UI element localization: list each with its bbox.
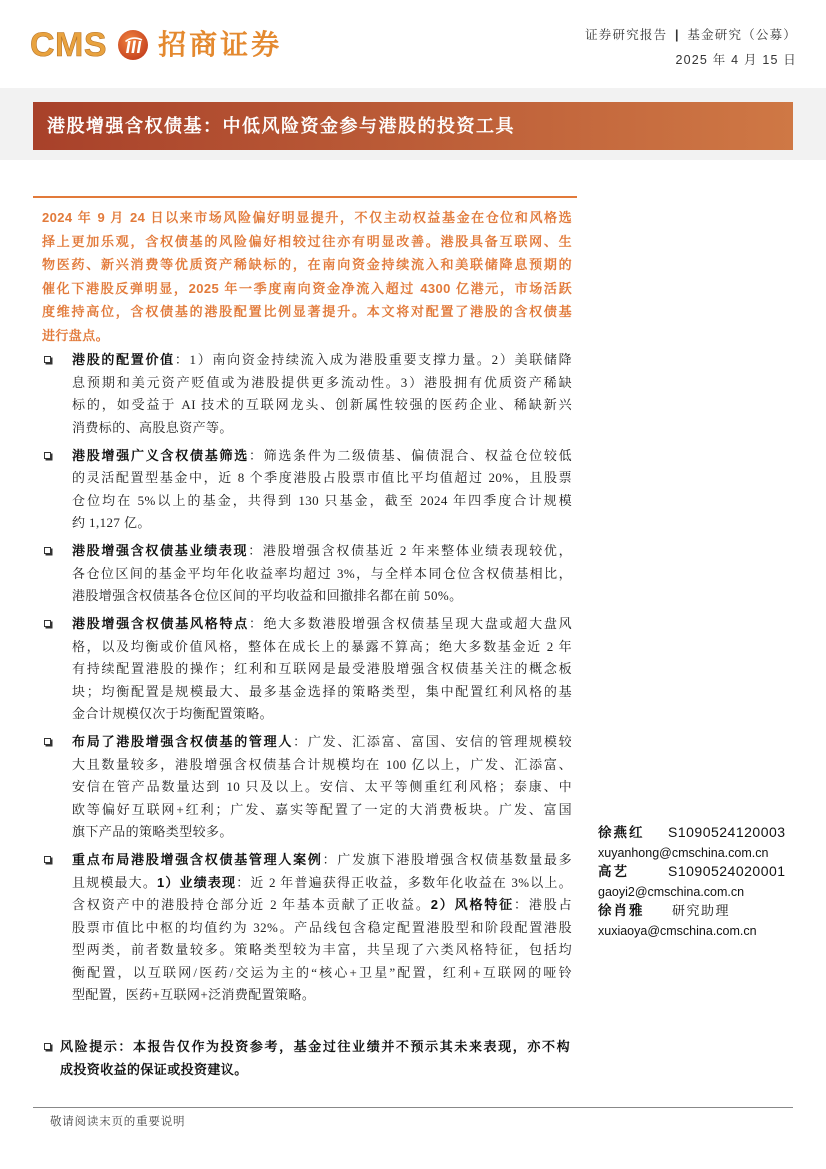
key-point-line — [72, 467, 572, 490]
bullet-square-icon — [44, 452, 51, 459]
summary-line: 度维持高位，含权债基的港股配置比例显著提升。本文将对配置了港股的含权债基 — [42, 304, 572, 319]
title-banner — [33, 102, 793, 150]
key-point-text: ：近 2 年普遍获得正收益，多数年化收益在 3%以上。 — [236, 874, 572, 890]
key-point-line — [72, 984, 572, 1007]
key-point-text: 衡配置，以互联网/医药/交运为主的“核心+卫星”配置，红利+互联网的哑铃 — [72, 964, 572, 980]
analyst-email: xuxiaoya@cmschina.com.cn — [598, 923, 757, 938]
key-point-text: 港股增强含权债基各仓位区间的平均收益和回撤排名都在前 50%。 — [72, 588, 463, 603]
analyst-list — [598, 823, 798, 941]
key-point-text: ：筛选条件为二级债基、偏债混合、权益仓位较低 — [248, 447, 572, 463]
analyst-email-row — [598, 882, 798, 902]
bullet-square-icon — [44, 620, 51, 627]
key-point-line — [72, 540, 572, 563]
bullet-square-icon — [44, 356, 51, 363]
key-point-line — [72, 849, 572, 872]
key-point-line — [72, 349, 572, 372]
key-point-label: 布局了港股增强含权债基的管理人 — [72, 734, 294, 749]
analyst-row — [598, 823, 798, 843]
key-point-text: 有持续配置港股的操作；红利和互联网是最受港股增强含权债基关注的概念板 — [72, 661, 572, 676]
key-point-line — [72, 917, 572, 940]
key-point-line — [72, 417, 572, 440]
key-point-line — [72, 681, 572, 704]
key-point-text: 各仓位区间的基金平均年化收益率均超过 3%，与全样本同仓位含权债基相比， — [72, 565, 572, 581]
key-point-line — [72, 636, 572, 659]
logo-latin-text: CMS — [30, 26, 108, 64]
footer-note: 敬请阅读末页的重要说明 — [50, 1116, 186, 1128]
analyst-cert-number: S1090524020001 — [668, 863, 786, 880]
analyst-row — [598, 901, 798, 921]
analyst-email: xuyanhong@cmschina.com.cn — [598, 845, 769, 860]
key-point-line — [72, 658, 572, 681]
analyst-name: 高艺 — [598, 864, 629, 880]
summary-line: 物医药、新兴消费等优质资产稀缺标的，在南向资金持续流入和美联储降息预期的 — [42, 257, 572, 272]
bullet-square-icon — [44, 738, 51, 745]
key-point-text: ：广发、汇添富、富国、安信的管理规模较 — [293, 734, 572, 749]
key-point-line — [72, 372, 572, 395]
key-point-line — [72, 799, 572, 822]
key-point-text: 标的，如受益于 AI 技术的互联网龙头、创新属性较强的医药企业、稀缺新兴 — [72, 397, 572, 412]
key-point-item — [44, 613, 572, 726]
report-meta — [585, 25, 797, 70]
key-point-line — [72, 872, 572, 895]
key-point-text: 股票市值比中枢的均值约为 32%。产品线包含稳定配置港股型和阶段配置港股 — [72, 919, 572, 935]
key-point-line — [72, 731, 572, 754]
key-point-line — [72, 563, 572, 586]
risk-warning-line: 成投资收益的保证或投资建议。 — [60, 1061, 248, 1077]
bullet-square-icon — [44, 856, 51, 863]
key-point-text: 金合计规模仅次于均衡配置策略。 — [72, 706, 274, 721]
risk-warning-line: 风险提示：本报告仅作为投资参考，基金过往业绩并不预示其未来表现，亦不构 — [60, 1039, 570, 1054]
key-point-line — [72, 394, 572, 417]
analyst-email: gaoyi2@cmschina.com.cn — [598, 884, 745, 899]
key-point-line — [72, 776, 572, 799]
key-point-text: ：绝大多数港股增强含权债基呈现大盘或超大盘风 — [248, 616, 572, 631]
report-category: 基金研究（公募） — [687, 28, 797, 42]
key-point-text: 消费标的、高股息资产等。 — [72, 419, 233, 435]
meta-separator: | — [675, 28, 680, 42]
cms-logo — [30, 25, 282, 65]
key-point-text: 型两类，前者数量较多。策略类型较为丰富，共呈现了六类风格特征，包括均 — [72, 942, 572, 957]
report-date: 2025 年 4 月 15 日 — [675, 53, 797, 67]
key-point-text: ：港股增强含权债基近 2 年来整体业绩表现较优， — [248, 543, 572, 558]
key-point-text: ：广发旗下港股增强含权债基数量最多 — [322, 852, 572, 867]
key-point-text: 息预期和美元资产贬值或为港股提供更多流动性。3）港股拥有优质资产稀缺 — [72, 374, 572, 390]
key-point-label: 港股的配置价值 — [72, 352, 175, 367]
report-meta-row — [585, 25, 797, 45]
bullet-square-icon — [44, 1043, 51, 1050]
key-point-line — [72, 585, 572, 608]
key-points-list — [44, 349, 572, 1012]
key-point-line — [72, 445, 572, 468]
analyst-role: 研究助理 — [672, 903, 731, 919]
key-point-line — [72, 939, 572, 962]
report-title: 港股增强含权债基：中低风险资金参与港股的投资工具 — [47, 116, 515, 136]
key-point-line — [72, 512, 572, 535]
key-point-item — [44, 349, 572, 439]
key-point-text: 块；均衡配置是规模最大、最多基金选择的策略类型，集中配置红利风格的基 — [72, 683, 572, 699]
summary-line: 进行盘点。 — [42, 327, 110, 343]
key-point-text: 旗下产品的策略类型较多。 — [72, 824, 233, 839]
key-point-line — [72, 962, 572, 985]
summary-line: 择上更加乐观，含权债基的风险偏好相较过往亦有明显改善。港股具备互联网、生 — [42, 233, 572, 249]
risk-warning — [44, 1036, 570, 1081]
key-point-label: 港股增强含权债基风格特点 — [72, 616, 249, 631]
key-point-item — [44, 731, 572, 844]
key-point-text: 欧等偏好互联网+红利；广发、嘉实等配置了一定的大消费板块。广发、富国 — [72, 801, 572, 817]
key-point-line — [72, 821, 572, 844]
key-point-text: 且规模最大。 — [72, 874, 157, 890]
summary-line: 2024 年 9 月 24 日以来市场风险偏好明显提升，不仅主动权益基金在仓位和风格选 — [42, 210, 572, 225]
key-point-line — [72, 754, 572, 777]
analyst-name: 徐肖雅 — [598, 903, 645, 919]
key-point-label: 1）业绩表现 — [157, 874, 237, 890]
key-point-line — [72, 613, 572, 636]
key-point-label: 2）风格特征 — [430, 897, 515, 912]
summary-block — [42, 206, 572, 347]
analyst-name: 徐燕红 — [598, 825, 645, 840]
key-point-text: 的灵活配置型基金中，近 8 个季度港股占股票市值比平均值超过 20%，且股票 — [72, 470, 572, 485]
logo-chinese-text: 招商证券 — [158, 29, 283, 60]
key-point-line — [72, 703, 572, 726]
report-type: 证券研究报告 — [585, 28, 668, 42]
key-point-text: 约 1,127 亿。 — [72, 515, 151, 530]
analyst-row — [598, 862, 798, 882]
key-point-item — [44, 849, 572, 1007]
footer-divider — [33, 1107, 793, 1108]
key-point-label: 港股增强含权债基业绩表现 — [72, 543, 249, 558]
key-point-line — [72, 490, 572, 513]
key-point-text: 仓位均在 5%以上的基金，共得到 130 只基金，截至 2024 年四季度合计规模 — [72, 492, 572, 508]
key-point-item — [44, 540, 572, 608]
key-point-item — [44, 445, 572, 535]
key-point-text: 大且数量较多，港股增强含权债基合计规模均在 100 亿以上，广发、汇添富、 — [72, 756, 572, 772]
key-point-text: 格，以及均衡或价值风格，整体在成长上的暴露不算高；绝大多数基金近 2 年 — [72, 638, 572, 654]
key-point-text: 含权资产中的港股持仓部分近 2 年基本贡献了正收益。 — [72, 897, 431, 912]
key-point-text: 型配置，医药+互联网+泛消费配置策略。 — [72, 987, 316, 1002]
logo-emblem-icon — [117, 29, 149, 61]
bullet-square-icon — [44, 547, 51, 554]
key-point-text: ：港股占 — [514, 897, 572, 912]
analyst-email-row — [598, 843, 798, 863]
key-point-text: 安信在管产品数量达到 10 只及以上。安信、太平等侧重红利风格；泰康、中 — [72, 779, 572, 794]
summary-divider — [33, 196, 577, 198]
key-point-line — [72, 894, 572, 917]
key-point-label: 港股增强广义含权债基筛选 — [72, 447, 249, 463]
key-point-text: ：1）南向资金持续流入成为港股重要支撑力量。2）美联储降 — [174, 352, 572, 367]
analyst-cert-number: S1090524120003 — [668, 824, 786, 840]
summary-line: 催化下港股反弹明显，2025 年一季度南向资金净流入超过 4300 亿港元，市场活跃 — [42, 280, 572, 296]
key-point-label: 重点布局港股增强含权债基管理人案例 — [72, 852, 323, 867]
analyst-email-row — [598, 921, 798, 941]
